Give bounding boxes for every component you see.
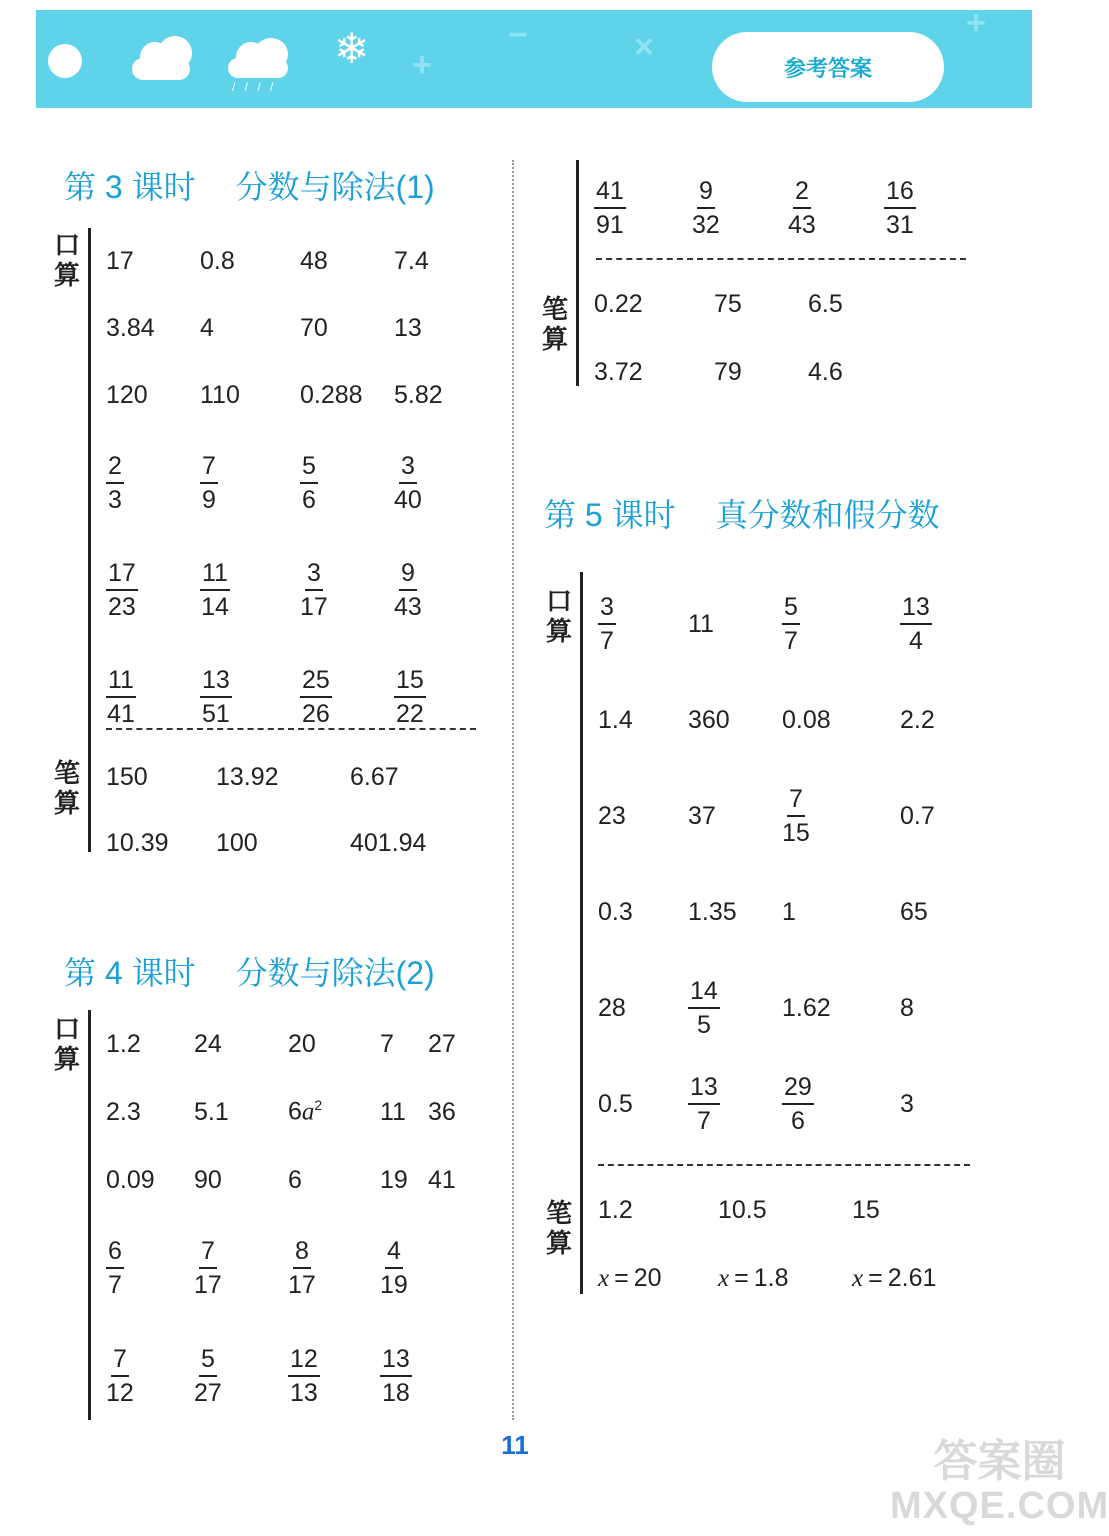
answer-value: 3.72 (594, 357, 643, 386)
denominator: 17 (300, 592, 328, 621)
answer-value: 0.22 (594, 289, 643, 318)
numerator: 7 (787, 783, 805, 817)
dashed-separator (106, 728, 476, 730)
answer-fraction (900, 591, 1000, 657)
plus-icon: + (412, 46, 432, 84)
answer-value: 24 (194, 1029, 222, 1058)
vertical-rule (576, 160, 579, 386)
answer-value: 1.62 (782, 993, 831, 1022)
answer-row (106, 1146, 488, 1214)
answer-row (594, 162, 980, 254)
answer-value: 11 (380, 1097, 406, 1126)
oral-grid-continued (594, 162, 980, 254)
answer-row (106, 744, 480, 810)
fraction (884, 175, 916, 241)
vertical-rule (88, 228, 91, 852)
denominator: 51 (202, 699, 230, 728)
oral-label: 口算 (545, 586, 572, 646)
answer-value: 10.39 (106, 828, 169, 857)
fraction (788, 175, 816, 241)
answer-value: 0.8 (200, 247, 235, 275)
answer-row (106, 643, 494, 750)
denominator: 43 (394, 592, 422, 621)
lesson-number: 第 4 课时 (64, 955, 196, 991)
answer-value: 7 (380, 1029, 394, 1058)
answer-value: 6.67 (350, 762, 399, 791)
answer-value: 5.82 (394, 381, 443, 409)
answer-row (106, 810, 480, 876)
oral-grid (106, 228, 494, 750)
lesson-4-answers (52, 1010, 492, 1420)
vertical-rule (580, 572, 583, 1294)
numerator: 9 (399, 557, 417, 591)
answer-row (106, 1322, 488, 1430)
numerator: 7 (111, 1343, 129, 1377)
lesson-5-answers (544, 572, 984, 1294)
answer-fraction (200, 664, 300, 730)
answer-fraction (106, 1235, 194, 1301)
denominator: 7 (784, 627, 798, 655)
answer-value: $6a^2$ (288, 1097, 323, 1126)
numerator: 25 (300, 664, 332, 698)
answer-value: 65 (900, 897, 928, 926)
answer-value: 110 (200, 381, 240, 409)
numerator: 5 (300, 450, 318, 484)
plus-icon: + (966, 4, 986, 42)
page-number: 11 (501, 1430, 529, 1460)
answer-value: 79 (714, 357, 742, 386)
denominator: 27 (194, 1379, 222, 1407)
denominator: 31 (886, 211, 914, 239)
numerator: 3 (399, 450, 417, 484)
numerator: 11 (200, 557, 230, 591)
answer-row (594, 270, 898, 338)
fraction (782, 783, 810, 849)
denominator: 5 (696, 1011, 711, 1039)
answer-value: 28 (598, 993, 626, 1022)
fraction (300, 664, 332, 730)
oral-label: 口算 (53, 1014, 80, 1074)
answer-value: 13.92 (216, 762, 279, 791)
denominator: 4 (908, 627, 923, 655)
answer-fraction (394, 450, 494, 516)
answer-fraction (782, 1071, 900, 1137)
denominator: 15 (782, 819, 810, 847)
answer-value: 3.84 (106, 314, 155, 342)
watermark-line-1: 答案圈 (933, 1437, 1066, 1486)
fraction (106, 450, 124, 516)
answer-value: x = 20 (598, 1263, 662, 1292)
answer-fraction (106, 450, 200, 516)
denominator: 7 (108, 1271, 122, 1299)
numerator: 12 (288, 1343, 320, 1377)
answer-fraction (692, 175, 788, 241)
numerator: 13 (900, 591, 932, 625)
written-label: 笔算 (53, 758, 80, 818)
lesson-3-title (64, 162, 435, 208)
minus-icon: − (508, 16, 528, 54)
answer-row (106, 1010, 488, 1078)
answer-value: 10.5 (718, 1195, 767, 1224)
numerator: 8 (293, 1235, 311, 1269)
answer-value: 6.5 (808, 289, 843, 318)
numerator: 2 (793, 175, 811, 209)
answer-fraction (688, 975, 782, 1041)
answer-fraction (884, 175, 980, 241)
answer-fraction (194, 1235, 288, 1301)
answer-row (598, 576, 1000, 672)
fraction (688, 975, 720, 1041)
numerator: 2 (106, 450, 124, 484)
answer-value: 11 (688, 609, 714, 638)
answer-fraction (200, 557, 300, 623)
denominator: 3 (108, 485, 122, 514)
fraction (106, 1343, 134, 1409)
answer-row (598, 960, 1000, 1056)
answer-fraction (106, 664, 200, 730)
answer-fraction (394, 557, 494, 623)
answer-value: 1.2 (598, 1195, 633, 1224)
snowflake-icon: ❄ (334, 25, 370, 72)
answer-fraction (788, 175, 884, 241)
answer-value: 2.3 (106, 1097, 141, 1126)
numerator: 4 (385, 1235, 403, 1269)
answer-value: 1 (782, 897, 796, 926)
fraction (394, 557, 422, 623)
answer-value: 37 (688, 801, 716, 830)
lesson-3-answers (52, 228, 482, 857)
answer-row (598, 1176, 982, 1244)
fraction (106, 1235, 124, 1301)
lesson-4-answers-continued (540, 160, 980, 386)
fraction (200, 557, 230, 623)
answer-row (598, 1056, 1000, 1152)
answer-row (106, 1078, 488, 1146)
denominator: 6 (790, 1107, 805, 1135)
oral-grid (598, 576, 1000, 1152)
denominator: 7 (600, 627, 614, 655)
answer-value: 7.4 (394, 247, 429, 275)
numerator: 16 (884, 175, 916, 209)
answer-value: 401.94 (350, 828, 427, 857)
fraction (288, 1343, 320, 1409)
fraction (688, 1071, 720, 1137)
numerator: 5 (782, 591, 800, 625)
numerator: 14 (688, 975, 720, 1009)
oral-label: 口算 (53, 230, 80, 290)
numerator: 7 (200, 450, 218, 484)
fraction (782, 1071, 814, 1137)
answer-value: 100 (216, 828, 258, 857)
oral-grid (106, 1010, 488, 1430)
watermark-line-2: MXQE.COM (890, 1485, 1109, 1527)
fraction (288, 1235, 316, 1301)
written-grid (106, 744, 480, 876)
denominator: 43 (788, 211, 816, 239)
vertical-rule (88, 1010, 91, 1420)
answer-value: 0.5 (598, 1089, 633, 1118)
answer-row (106, 295, 494, 362)
denominator: 6 (302, 485, 316, 514)
sun-icon (48, 44, 82, 78)
numerator: 7 (199, 1235, 217, 1269)
denominator: 23 (108, 592, 136, 621)
fraction (782, 591, 800, 657)
answer-value: 1.2 (106, 1029, 141, 1058)
fraction (300, 557, 328, 623)
fraction (598, 591, 616, 657)
numerator: 9 (697, 175, 715, 209)
answer-value: 41 (428, 1165, 456, 1194)
answer-value: x = 2.61 (852, 1263, 937, 1292)
denominator: 7 (696, 1107, 711, 1135)
dashed-separator (598, 1164, 970, 1166)
answer-value: 0.09 (106, 1165, 155, 1194)
lesson-number: 第 5 课时 (544, 497, 676, 533)
answer-value: 27 (428, 1029, 456, 1058)
answer-row (106, 362, 494, 429)
rain-drops-icon: / / / / (232, 80, 277, 94)
answer-value: 0.08 (782, 705, 831, 734)
answer-fraction (380, 1343, 428, 1409)
answer-row (106, 1214, 488, 1322)
answer-fraction (782, 783, 900, 849)
numerator: 3 (598, 591, 616, 625)
answer-row (106, 228, 494, 295)
written-label: 笔算 (545, 1198, 572, 1258)
numerator: 13 (200, 664, 232, 698)
answer-value: 90 (194, 1165, 222, 1194)
denominator: 41 (107, 699, 135, 728)
answer-fraction (394, 664, 494, 730)
numerator: 13 (380, 1343, 412, 1377)
lesson-topic: 分数与除法(2) (235, 955, 435, 991)
answer-value: 0.7 (900, 801, 935, 830)
answer-fraction (288, 1235, 380, 1301)
numerator: 13 (688, 1071, 720, 1105)
numerator: 5 (199, 1343, 217, 1377)
answer-value: 4.6 (808, 357, 843, 386)
denominator: 9 (202, 485, 216, 514)
written-grid (594, 270, 898, 406)
answer-value: 0.288 (300, 381, 363, 409)
written-label: 笔算 (541, 294, 568, 354)
fraction (900, 591, 932, 657)
denominator: 17 (194, 1271, 222, 1299)
answer-fraction (288, 1343, 380, 1409)
fraction (300, 450, 318, 516)
answer-value: 48 (300, 247, 328, 275)
answer-fraction (598, 591, 688, 657)
answer-value: 36 (428, 1097, 456, 1126)
rain-cloud-icon-part (254, 38, 288, 70)
answer-row (598, 768, 1000, 864)
fraction (380, 1235, 408, 1301)
answer-row (598, 672, 1000, 768)
answer-value: 5.1 (194, 1097, 229, 1126)
cloud-icon-part (158, 36, 192, 70)
answer-value: 8 (900, 993, 914, 1022)
fraction (394, 664, 426, 730)
answer-value: 75 (714, 289, 742, 318)
answer-value: 20 (288, 1029, 316, 1058)
denominator: 12 (106, 1379, 134, 1407)
answer-value: 17 (106, 247, 134, 275)
answer-value: 1.4 (598, 705, 633, 734)
answer-value: x = 1.8 (718, 1263, 789, 1292)
answer-fraction (380, 1235, 428, 1301)
numerator: 29 (782, 1071, 814, 1105)
fraction (394, 450, 422, 516)
denominator: 17 (288, 1271, 316, 1299)
lesson-4-title (64, 948, 435, 994)
answer-fraction (688, 1071, 782, 1137)
column-divider (512, 160, 514, 1420)
lesson-5-title (544, 490, 940, 536)
lesson-topic: 分数与除法(1) (235, 169, 435, 205)
numerator: 3 (305, 557, 323, 591)
answer-value: 1.35 (688, 897, 737, 926)
lesson-number: 第 3 课时 (64, 169, 196, 205)
numerator: 41 (594, 175, 626, 209)
answer-row (106, 429, 494, 536)
answer-value: 6 (288, 1165, 302, 1194)
fraction (200, 450, 218, 516)
answer-value: 13 (394, 314, 422, 342)
numerator: 17 (106, 557, 138, 591)
answer-fraction (300, 450, 394, 516)
answer-value: 15 (852, 1195, 880, 1224)
answer-fraction (106, 1343, 194, 1409)
denominator: 22 (396, 699, 424, 728)
written-grid (598, 1176, 982, 1312)
answer-value: 360 (688, 705, 730, 734)
answer-fraction (194, 1343, 288, 1409)
fraction (200, 664, 232, 730)
numerator: 6 (106, 1235, 124, 1269)
fraction (594, 175, 626, 241)
answer-row (106, 536, 494, 643)
answer-value: 2.2 (900, 705, 935, 734)
answer-fraction (106, 557, 200, 623)
answer-value: 150 (106, 762, 148, 791)
answer-value: 0.3 (598, 897, 633, 926)
answer-row (594, 338, 898, 406)
fraction (194, 1235, 222, 1301)
denominator: 18 (382, 1379, 410, 1407)
answer-fraction (300, 664, 394, 730)
numerator: 11 (106, 664, 136, 698)
fraction (692, 175, 720, 241)
header-banner (36, 4, 1032, 108)
answer-fraction (782, 591, 900, 657)
denominator: 26 (302, 699, 330, 728)
answer-value: 120 (106, 381, 148, 409)
answer-fraction (200, 450, 300, 516)
answer-fraction (594, 175, 692, 241)
denominator: 14 (201, 592, 229, 621)
denominator: 13 (290, 1379, 318, 1407)
dashed-separator (596, 258, 966, 260)
answer-row (598, 864, 1000, 960)
denominator: 19 (380, 1271, 408, 1299)
denominator: 91 (596, 211, 624, 239)
numerator: 15 (394, 664, 426, 698)
answer-value: 3 (900, 1089, 914, 1118)
answer-value: 23 (598, 801, 626, 830)
denominator: 40 (394, 485, 422, 514)
fraction (380, 1343, 412, 1409)
answer-row (598, 1244, 982, 1312)
lesson-topic: 真分数和假分数 (715, 497, 940, 533)
fraction (106, 557, 138, 623)
answer-value: 19 (380, 1165, 408, 1194)
times-icon: × (634, 28, 654, 66)
answer-value: 70 (300, 314, 328, 342)
denominator: 32 (692, 211, 720, 239)
answer-fraction (300, 557, 394, 623)
answers-badge: 参考答案 (712, 32, 944, 102)
answer-value: 4 (200, 314, 214, 342)
watermark-logo (890, 1437, 1109, 1528)
fraction (106, 664, 136, 730)
fraction (194, 1343, 222, 1409)
